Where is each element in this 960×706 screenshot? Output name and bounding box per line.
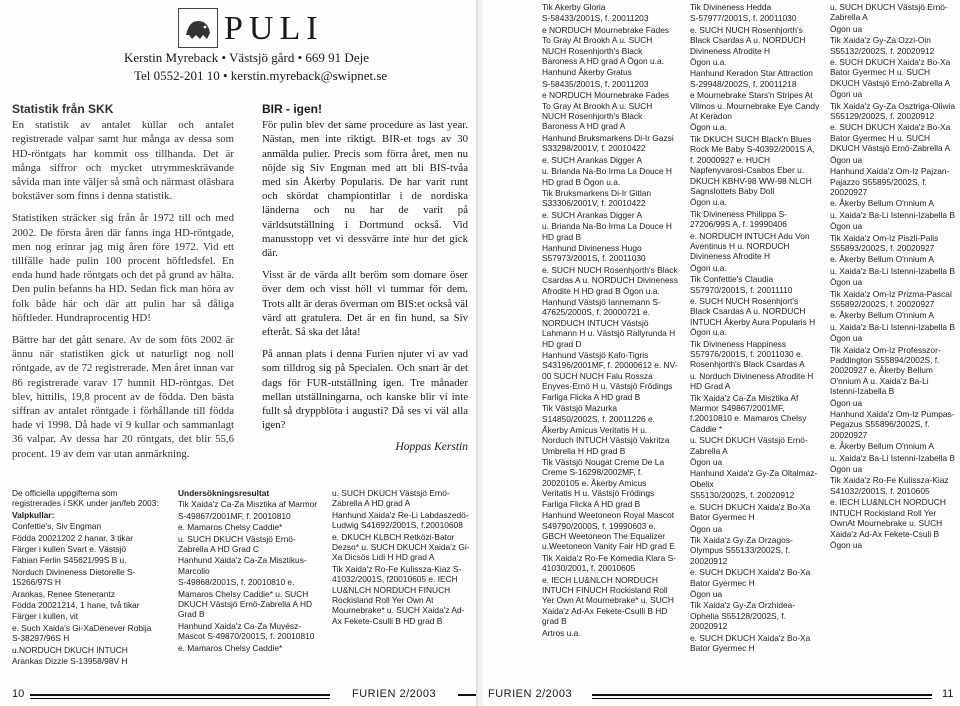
list-item: e. SUCH DKUCH Xaida'z Bo-Xa Bator Gyermec H u. SUCH DKUCH Västsjö Ernö-Zabrella A <box>830 57 951 88</box>
list-item: e. SUCH DKUCH Xaida'z Bo-Xa Bator Gyermec H <box>690 501 811 523</box>
list-item: Tik Xaida'z Gy-Za Orzhidea-Ophelia S55128/2002S, f. 20020912 <box>690 600 796 632</box>
list-item: Tik Divineness Hedda <box>690 2 772 12</box>
list-item: e. Åkerby Bellum O'nnium A <box>830 198 935 209</box>
footer-rule <box>592 698 932 699</box>
list-item: S-49867/2001MF, f. 20010810 <box>178 510 291 521</box>
puli-dog-icon <box>183 13 213 43</box>
article-paragraph: Statistiken sträcker sig från år 1972 till och med 2002. De första åren där fanns inga HD-röntgade, men nog erinrar jag mig åren före 1972. Vid ett tillfälle hade pulin 100 procent höftledsfel. En enda hund hade röntgats och det på grund av hälta. Den pulin befanns ha HD. Sedan fick man höra av folk både här och där att pulin har så dåliga höftleder. Hundraprocentig HD! <box>12 212 234 324</box>
list-item: Tik Divineness Philippa S-27206/99S A, f. 19990406 <box>690 208 787 230</box>
list-item: Ögon u.a. <box>690 197 727 208</box>
list-item: e. SUCH Arankas Digger A <box>542 154 643 165</box>
kennel-masthead <box>94 8 388 88</box>
list-item: u. SUCH DKUCH Västsjö Ernö-Zabrella A <box>690 435 808 456</box>
kennel-address: Kerstin Myreback • Västsjö gård • 669 91 Deje <box>124 50 369 65</box>
list-item: e. Mamaros Chelsy Caddie* <box>178 522 283 533</box>
statistics-article <box>12 102 234 469</box>
list-item: Tik Xaida'z Ro-Fe Kulissza-Kiaz S41032/2001S, f. 2010605 <box>830 475 949 496</box>
footer-rule <box>30 698 330 699</box>
list-item: e NORDUCH Mournebrake Fades To Gray At Brookh A u. SUCH NUCH Rosenhjorth's Black Baroness A HD grad A Ögon u.a. <box>542 24 670 67</box>
footer-rule <box>458 694 476 696</box>
list-item: e. SUCH DKUCH Xaida'z Bo-Xa Bator Gyermec H <box>690 632 811 653</box>
list-item: e. Åkerby Bellum O'nnium A <box>830 441 935 452</box>
list-item: Tik Xaida'z Ro-Fe Kulissza-Kiaz S-41032/2001S, f20010605 e. IECH LU&NLCH NORDUCH FINUCH Rockisland Roll Yer Own At Mournebrake* u. SUCH Xaida'z Ad-Ax Fekete-Csulli B HD grad B <box>332 563 465 626</box>
list-item: Tik Xaida'z Ro-Fe Komedia Klara S-41030/2001, f. 20010605 <box>542 552 676 574</box>
article-signature: Hoppas Kerstin <box>395 441 468 454</box>
list-item: u. Brianda Na-Bo Irma La Douce H HD grad B <box>542 221 672 242</box>
article-paragraph: För pulin blev det same procedure as last year. Nästan, men inte riktigt. BIR-et togs av 30 anmälda pulier. Precis som förra året, men nu nöjde sig Siv Engman med att bli BIS-tvåa med sin Åkerby Popularis. De har varit runt och skördat championtitlar i de nordiska länderna och nu har de varit på världsutställning i Dortmund också. Vid manusstopp vet vi dessvärre inte hur det gick där. <box>262 119 468 260</box>
list-item: Tik Bruksmarkens Di-Ir Gitlan S33306/2001V, f. 20010422 <box>542 187 652 209</box>
list-item: e. SUCH Arankas Digger A <box>542 209 643 220</box>
list-item: u. Xaida'z Ba-Li Istenni-Izabella B <box>830 452 955 463</box>
list-item: e. SUCH NUCH Rosenhjorth's Black Csardas A u. NORDUCH Divineness Afrodite H <box>690 24 806 56</box>
list-item: e. IECH LU&NLCH NORDUCH INTUCH Rockisland Roll Yer OwnAt Mournebrake u. SUCH Xaida'z Ad-Ax Fekete-Csuli B <box>830 497 946 539</box>
list-item: Tik Divineness Happiness S57976/2001S, f. 20011030 e. Rosenhjorth's Black Csardas A <box>690 338 805 370</box>
list-item: Ögon ua <box>830 397 863 408</box>
list-item: e. Mamaros Chelsy Caddie* <box>178 642 283 653</box>
article-paragraph: En statistik av antalet kullar och antalet registrerade valpar samt hur många av dessa som HD-röntgats har kommit oss tillhanda. Det är många siffror och mycket utrymmeskrävande såvida man inte väljer så små och närmast oläsbara bokstäver som finns i denna statistik. <box>12 119 234 203</box>
list-item: Hanhund Xaida'z Re-Li Labdaszedö-Ludwig S41692/2001S, f.20010608 <box>332 509 469 531</box>
kennel-name: PULI <box>224 10 324 47</box>
results-column-3 <box>830 2 956 551</box>
list-item: Tik Xaida'z Ca-Za Misztika af Marmor <box>178 499 318 510</box>
list-item: Ögon ua <box>830 277 863 288</box>
list-item: Födda 20021214, 1 hane, två tikar <box>12 600 140 611</box>
left-page <box>0 0 478 706</box>
examination-results <box>178 488 318 654</box>
footer-rule <box>592 694 932 696</box>
list-item: Hanhund Västsjö Iannemann S-47625/2000S, f. 20000721 e. NORDUCH INTUCH Västsjö Lahmann H u. Västsjö Rallyrunda H HD grad D <box>542 296 676 349</box>
bir-heading: BIR - igen! <box>262 102 322 116</box>
list-item: Tik Xaida'z Gy-Za Ozzi-Oin S55132/2002S, f. 20020912 <box>830 35 935 56</box>
page-number: 11 <box>942 688 954 700</box>
list-item: Hanhund Xaida'z Om-Iz Pumpas-Pegazus S55896/2002S, f. 20020927 <box>830 409 955 440</box>
list-item: Ögon ua <box>830 539 863 550</box>
article-paragraph: Bättre har det gått senare. Av de som föts 2002 är ännu när statistiken gick ut naturligt nog noll röntgade, av de 72 registrerade. Men året innan var 86 registrerade varav 17 hunnit HD-röntgas. Det blev, hittills, 19,8 procent av de födda. Den bästa siffran av antalet röntgade i förhållande till födda hade vi 1998. Då hade vi 9 kullar och sammanlagt 36 valpar. Av dessa har 20 röntgats, det blir 55,6 procent. 19 av dem var utan anmärkning. <box>12 334 234 460</box>
list-item: S14850/2002S, f. 20011226 e. Åkerby Amicus Veritatis H u. Norduch INTUCH Västsjö Vakritza Umbrella H HD grad B <box>542 414 670 456</box>
list-item: Tik Xaida'z Gy-Za Osztriga-Oliwia S55129/2002S, f. 20020912 <box>830 100 956 122</box>
list-item: Artros u.a. <box>542 627 581 638</box>
list-item: e. NORDUCH INTUCH Adu Von Aventinus H u. NORDUCH Divineness Afrodite H <box>690 230 810 262</box>
list-item: Hanhund Västsjö Kafo-Tigris S43196/2001MF, f. 20000612 e. NV-00 SUCH NUCH Falu Rossza Enyves-Ernö H u. Västsjö Frödings Farliga Flicka A HD grad B <box>542 350 678 402</box>
list-item: Tik Confettie's Claudia S57970/2001S, f. 20011110 <box>690 274 793 295</box>
list-item: Tik Västsjö Nougat Creme De La Creme S-16298/2002MF, f. 20020105 e. Åkerby Amicus Veritatis H u. Västsjö Frödings Farliga Flicka A HD grad B <box>542 457 665 509</box>
list-item: u.NORDUCH DKUCH INTUCH <box>12 644 128 655</box>
list-item: Ögon ua <box>830 154 863 165</box>
article-paragraph: På annan plats i denna Furien njuter vi av vad som tilldrog sig på Specialen. Och snart är det dags för FUR-utställning igen. Tre månader mellan utställningarna, och kanske blir vi inte fullt så dryppblöta i augusti? Då ses vi väl alla igen? <box>262 348 468 432</box>
list-item: Tik Xaida'z Gy-Za Orzagos-Olympus S55133/2002S, f. 20020912 <box>690 534 793 566</box>
results-heading: Undersökningsresultat <box>178 488 270 498</box>
kennel-logo <box>178 8 218 48</box>
list-item: Tik Xaida'z Om-Iz Piszli-Palis S55893/2002S, f. 20020927 <box>830 232 939 253</box>
list-item: Ögon ua <box>690 588 723 599</box>
examination-results-continued <box>332 488 472 627</box>
list-item: Ögon ua <box>830 221 863 232</box>
bir-article <box>262 102 468 455</box>
list-item: Tik DKUCH SUCH Black'n Blues Rock Me Baby S-40392/2001S A, f. 20000927 e. HUCH Napfenyvarosi-Csabos Eber u. DKUCH KBHV-98 WW-98 NLCH Sagnslottets Baby Doll <box>690 133 815 196</box>
list-item: Ögon ua <box>830 464 863 475</box>
page-number: 10 <box>12 688 25 700</box>
list-item: e. IECH LU&NLCH NORDUCH INTUCH FINUCH Rockisland Roll Yer Own At Mournebrake* u. SUCH Xaida'z Ad-Ax Fekete-Csulli B HD grad B <box>542 574 674 627</box>
list-item: Färger i kullen Svart e. Västsjö <box>12 544 127 555</box>
list-item: u. SUCH DKUCH Västsjö Ernö-Zabrella A <box>830 2 948 23</box>
list-item: Ögon ua <box>830 333 863 344</box>
list-item: u. Xaida'z Ba-Li Istenni-Izabella B <box>830 265 955 276</box>
right-footer <box>482 688 960 702</box>
list-item: e. SUCH NUCH Rosenhjorth's Black Csardas A u. NORDUCH Divineness Afrodite H HD grad B Ögon u.a. <box>542 264 678 296</box>
list-item: Arankas, Renee Stenerantz <box>12 588 115 599</box>
list-item: Mamaros Chelsy Caddie* u. SUCH DKUCH Västsjö Ernö-Zabrella A HD Grad B <box>178 588 313 620</box>
list-item: e. Åkerby Bellum O'nnium A <box>830 254 935 265</box>
list-item: u. Xaida'z Ba-Li Istenni-Izabella B <box>830 321 955 332</box>
list-item: S-58435/2001S, f. 20011203 <box>542 78 649 89</box>
list-item: Hanhund Åkerby Gratus <box>542 67 632 78</box>
list-item: Tik Xaida'z Ca-Za Misztika Af Marmor S49867/2001MF, f.20010810 e. Mamaros Chelsy Caddie * <box>690 392 807 434</box>
results-list <box>178 499 318 653</box>
list-item: e. Åkerby Bellum O'nnium A <box>830 310 935 321</box>
magazine-title: FURIEN 2/2003 <box>352 688 437 700</box>
list-item: Tik Xaida'z Om-Iz Professzor-Paddington S55894/2002S, f. 20020927 e. Åkerby Bellum O'nnium A u. Xaida'z Ba-Li Istenni-Izabella B <box>830 344 941 397</box>
list-item: u. Xaida'z Ba-Li Istenni-Izabella B <box>830 209 955 220</box>
list-item: e. SUCH NUCH Rosenhjort's Black Csardas A u. NORDUCH INTUCH Åkerby Aura Popularis H Ögon u.a. <box>690 295 816 338</box>
list-item: Tik Västsjö Mazurka <box>542 403 618 414</box>
list-item: Födda 20021202 2 hanar, 3 tikar <box>12 532 134 543</box>
list-item: Ögon ua <box>690 457 723 468</box>
list-item: S55130/2002S, f. 20020912 <box>690 490 795 501</box>
list-item: Ögon u.a. <box>690 57 727 68</box>
list-item: Hanhund Xaida'z Ca-Za Misztikus-Marcolio <box>178 555 307 576</box>
article-paragraph: Visst är de värda allt beröm som domare öser över dem och visst höll vi tummar för dem. Trots allt är deras överman om BIS:et också väl värd att gratulera. Det är en fin hund, sa Siv efteråt. Så ska det låta! <box>262 269 468 339</box>
list-item: Hanhund Weetoneon Royal Mascot S49790/2000S, f. 19990603 e. GBCH Weetoneon The Equalizer u.Weetoneon Vanity Fair HD grad E <box>542 510 675 552</box>
list-item: Tik Akerby Gloria <box>542 2 606 12</box>
list-item: Hanhund Xaida'z Om-Iz Pajzan-Pajazzo S55895/2002S, f. 20020927 <box>830 166 950 197</box>
list-item: Fabian Ferlin S45621/99S B u. <box>12 555 127 566</box>
list-item: Färger i kullen, vit <box>12 611 79 622</box>
list-item: S-49868/2001S, f. 20010810 e. <box>178 577 295 588</box>
results-list <box>332 488 472 626</box>
list-item: e Mournebrake Stars'n Stripes At Vilmos u. Mournebrake Eye Candy At Keradon <box>690 90 820 122</box>
left-footer <box>0 688 478 702</box>
list-item: Ögon u.a. <box>690 122 727 133</box>
list-item: e. DKUCH KLBCH Retközi-Bator Dezso* u. SUCH DKUCH Xaida'z Gi-Xa Dicsös Lidi H HD grad A <box>332 531 470 563</box>
footer-rule <box>30 694 330 696</box>
results-column-2 <box>690 2 820 654</box>
list-item: u. SUCH DKUCH Västsjö Ernö-Zabrella A HD Grad C <box>178 533 296 555</box>
list-item: Ögon u.a. <box>690 262 727 273</box>
list-item: Ögon ua <box>690 523 723 534</box>
list-item: S-57977/2001S, f. 20011030 <box>690 13 797 24</box>
list-item: Confettie's, Siv Engman <box>12 521 102 532</box>
registrations-heading: Valpkullar: <box>12 509 55 520</box>
kennel-contact: Tel 0552-201 10 • kerstin.myreback@swipnet.se <box>134 68 388 83</box>
list-item: Ögon ua <box>830 89 863 100</box>
magazine-title: FURIEN 2/2003 <box>488 688 573 700</box>
registrations-intro: De officiella uppgifterna som registrerades i SKK under jan/feb 2003: <box>12 488 159 509</box>
list-item: Tik Xaida'z Om-Iz Prizma-Pascal S55892/2002S, f. 20020927 <box>830 288 952 309</box>
list-item: Hanhund Bruksmarkens Di-Ir Gazsi S33298/2001V, f. 20010422 <box>542 132 674 154</box>
results-column-1 <box>542 2 678 639</box>
list-item: e. SUCH DKUCH Xaida'z Bo-Xa Bator Gyermec H <box>690 567 811 588</box>
list-item: u. Norduch Divineness Afrodite H HD Grad A <box>690 370 814 392</box>
registrations-list <box>12 521 162 666</box>
list-item: u. Brianda Na-Bo Irma La Douce H HD grad B Ögon u.a. <box>542 166 672 187</box>
list-item: e. SUCH DKUCH Xaida'z Bo-Xa Bator Gyermec H u. SUCH DKUCH Västsjö Ernö-Zabrella A <box>830 122 951 154</box>
statistics-heading: Statistik från SKK <box>12 102 114 116</box>
list-item: S-58433/2001S, f. 20011203 <box>542 13 649 24</box>
list-item: u. SUCH DKUCH Västsjö Ernö-Zabrella A HD grad A <box>332 488 450 509</box>
list-item: Arankas Dizzie S-13958/98V H <box>12 656 128 667</box>
right-page <box>482 0 960 706</box>
list-item: Hanhund Divineness Hugo S57973/2001S, f. 20011030 <box>542 242 646 264</box>
list-item: e NORDUCH Mournebrake Fades To Gray At Brookh A u. SUCH NUCH Rosenhjorth's Black Baroness A HD grad A <box>542 90 670 132</box>
list-item: Hanhund Xaida'z Gy-Za Oltalmaz-Obelix <box>690 468 818 489</box>
list-item: Ögon ua <box>830 23 863 34</box>
list-item: Hanhund Xaida'z Ca-Za Muvész-Mascot S-49870/2001S, f. 20010810 <box>178 620 315 642</box>
list-item: e. Such Xaida's Gi-XaDenever Robija S-38297/96S H <box>12 622 152 644</box>
litter-registrations <box>12 488 162 668</box>
list-item: Hanhund Keradon Star Attraction S-29948/2002S, f. 20011218 <box>690 68 813 89</box>
list-item: Norduch Divineness Dietorelle S-15266/97S H <box>12 566 136 588</box>
